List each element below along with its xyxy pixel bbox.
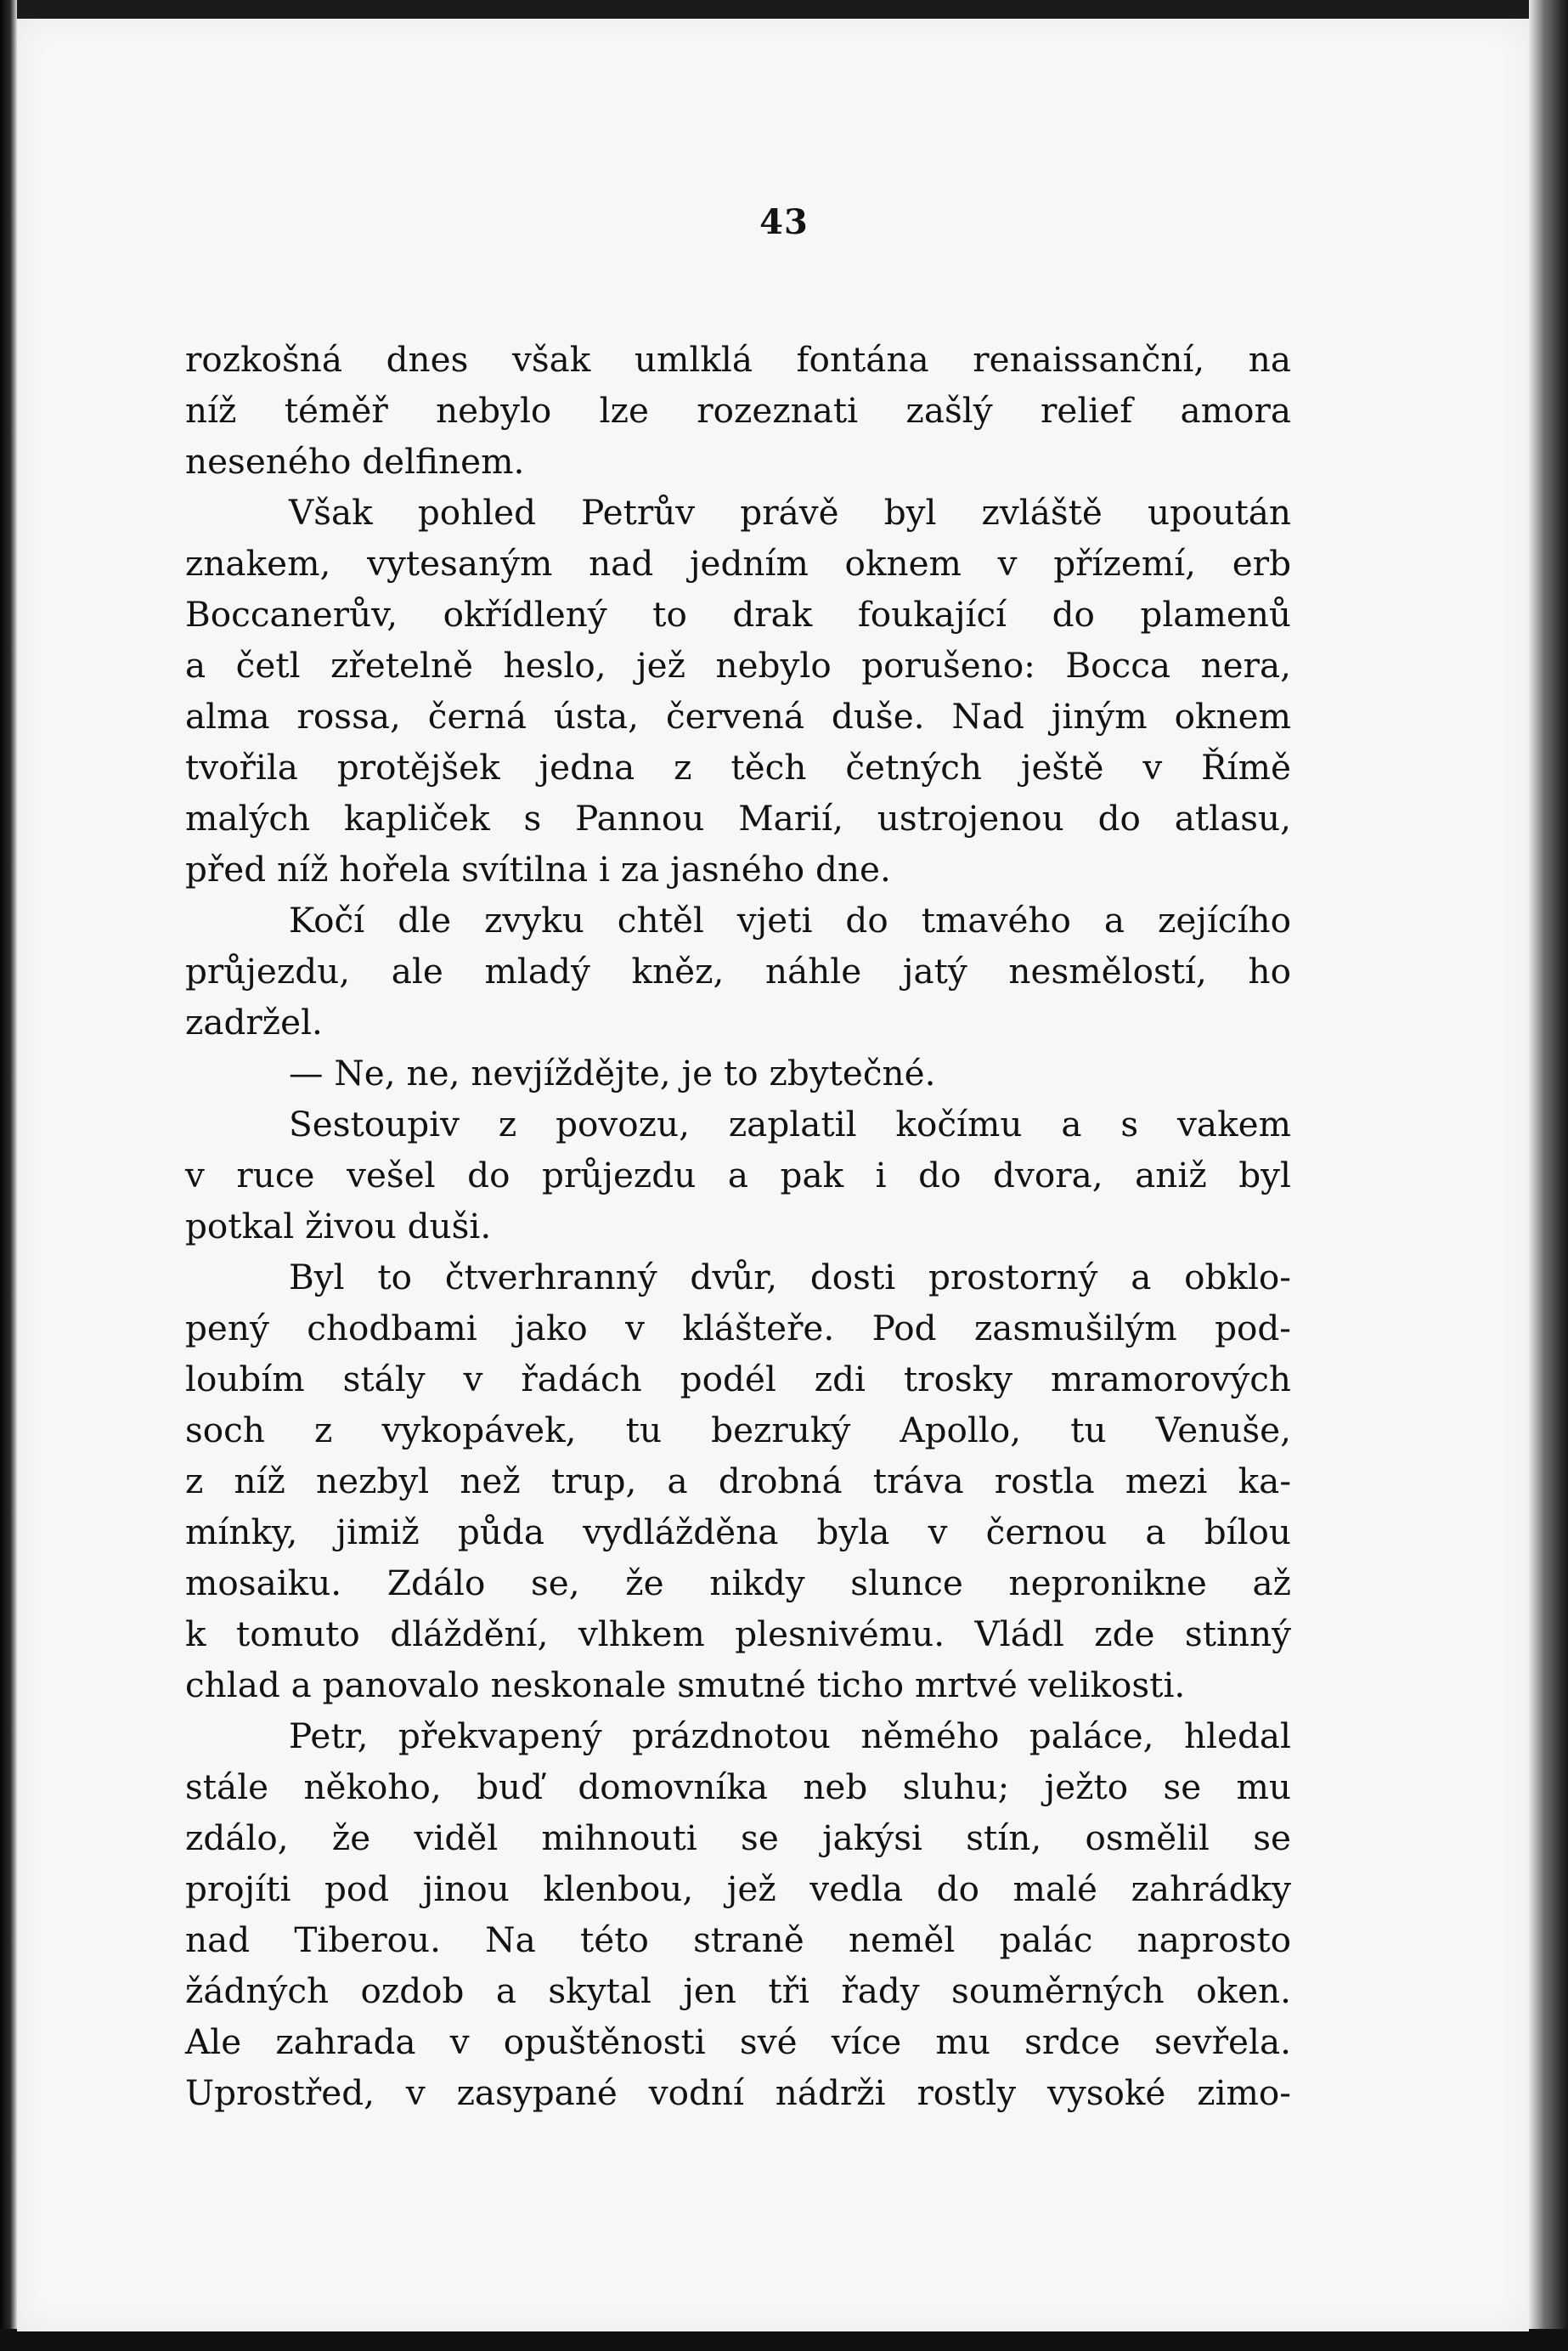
- text-line: neseného delfinem.: [185, 441, 525, 482]
- text-line: stále někoho, buď domovníka neb sluhu; ježto se mu: [185, 1766, 1291, 1807]
- text-line: mínky, jimiž půda vydlážděna byla v černou a bílou: [185, 1512, 1291, 1552]
- text-line: soch z vykopávek, tu bezruký Apollo, tu Venuše,: [185, 1410, 1291, 1450]
- text-line: nad Tiberou. Na této straně neměl palác naprosto: [185, 1919, 1291, 1960]
- text-line: Ale zahrada v opuštěnosti své více mu srdce sevřela.: [185, 2021, 1291, 2062]
- scan-bottom-edge: [0, 2329, 1568, 2351]
- text-line: níž téměř nebylo lze rozeznati zašlý relief amora: [185, 390, 1291, 431]
- text-line: před níž hořela svítilna i za jasného dne.: [185, 849, 891, 890]
- text-line: projíti pod jinou klenbou, jež vedla do malé zahrádky: [185, 1868, 1291, 1909]
- text-line: rozkošná dnes však umlklá fontána renaissanční, na: [185, 339, 1291, 380]
- text-line: potkal živou duši.: [185, 1206, 492, 1246]
- text-line: tvořila protějšek jedna z těch četných ještě v Římě: [185, 747, 1291, 788]
- text-line: a četl zřetelně heslo, jež nebylo porušeno: Bocca nera,: [185, 645, 1291, 686]
- text-line: Boccanerův, okřídlený to drak foukající do plamenů: [185, 594, 1291, 635]
- text-line: pený chodbami jako v klášteře. Pod zasmušilým pod-: [185, 1308, 1291, 1348]
- text-line: loubím stály v řadách podél zdi trosky mramorových: [185, 1359, 1291, 1399]
- text-line: Sestoupiv z povozu, zaplatil kočímu a s vakem: [289, 1104, 1291, 1144]
- text-line: alma rossa, černá ústa, červená duše. Nad jiným oknem: [185, 696, 1291, 737]
- text-line: malých kapliček s Pannou Marií, ustrojenou do atlasu,: [185, 798, 1291, 839]
- body-text: [185, 334, 1291, 2118]
- text-line: Však pohled Petrův právě byl zvláště upoután: [289, 492, 1291, 533]
- text-line: Uprostřed, v zasypané vodní nádrži rostly vysoké zimo-: [185, 2072, 1291, 2113]
- text-line: žádných ozdob a skytal jen tři řady souměrných oken.: [185, 1970, 1291, 2011]
- scan-left-edge: [0, 0, 17, 2351]
- text-line: Petr, překvapený prázdnotou němého paláce, hledal: [289, 1715, 1291, 1756]
- text-line: k tomuto dláždění, vlhkem plesnivému. Vládl zde stinný: [185, 1613, 1291, 1654]
- text-line: Kočí dle zvyku chtěl vjeti do tmavého a zejícího: [289, 900, 1291, 941]
- text-line: Byl to čtverhranný dvůr, dosti prostorný a obklo-: [289, 1257, 1291, 1297]
- page-number: 43: [759, 202, 809, 242]
- text-line: mosaiku. Zdálo se, že nikdy slunce nepronikne až: [185, 1563, 1291, 1603]
- text-line: zadržel.: [185, 1002, 323, 1043]
- text-line: — Ne, ne, nevjíždějte, je to zbytečné.: [289, 1053, 936, 1094]
- scan-right-edge: [1529, 0, 1568, 2351]
- text-line: průjezdu, ale mladý kněz, náhle jatý nesmělostí, ho: [185, 951, 1291, 992]
- text-line: z níž nezbyl než trup, a drobná tráva rostla mezi ka-: [185, 1461, 1291, 1501]
- text-line: chlad a panovalo neskonale smutné ticho mrtvé velikosti.: [185, 1664, 1186, 1705]
- text-line: v ruce vešel do průjezdu a pak i do dvora, aniž byl: [185, 1155, 1291, 1195]
- text-line: znakem, vytesaným nad jedním oknem v přízemí, erb: [185, 543, 1291, 584]
- text-line: zdálo, že viděl mihnouti se jakýsi stín, osmělil se: [185, 1817, 1291, 1858]
